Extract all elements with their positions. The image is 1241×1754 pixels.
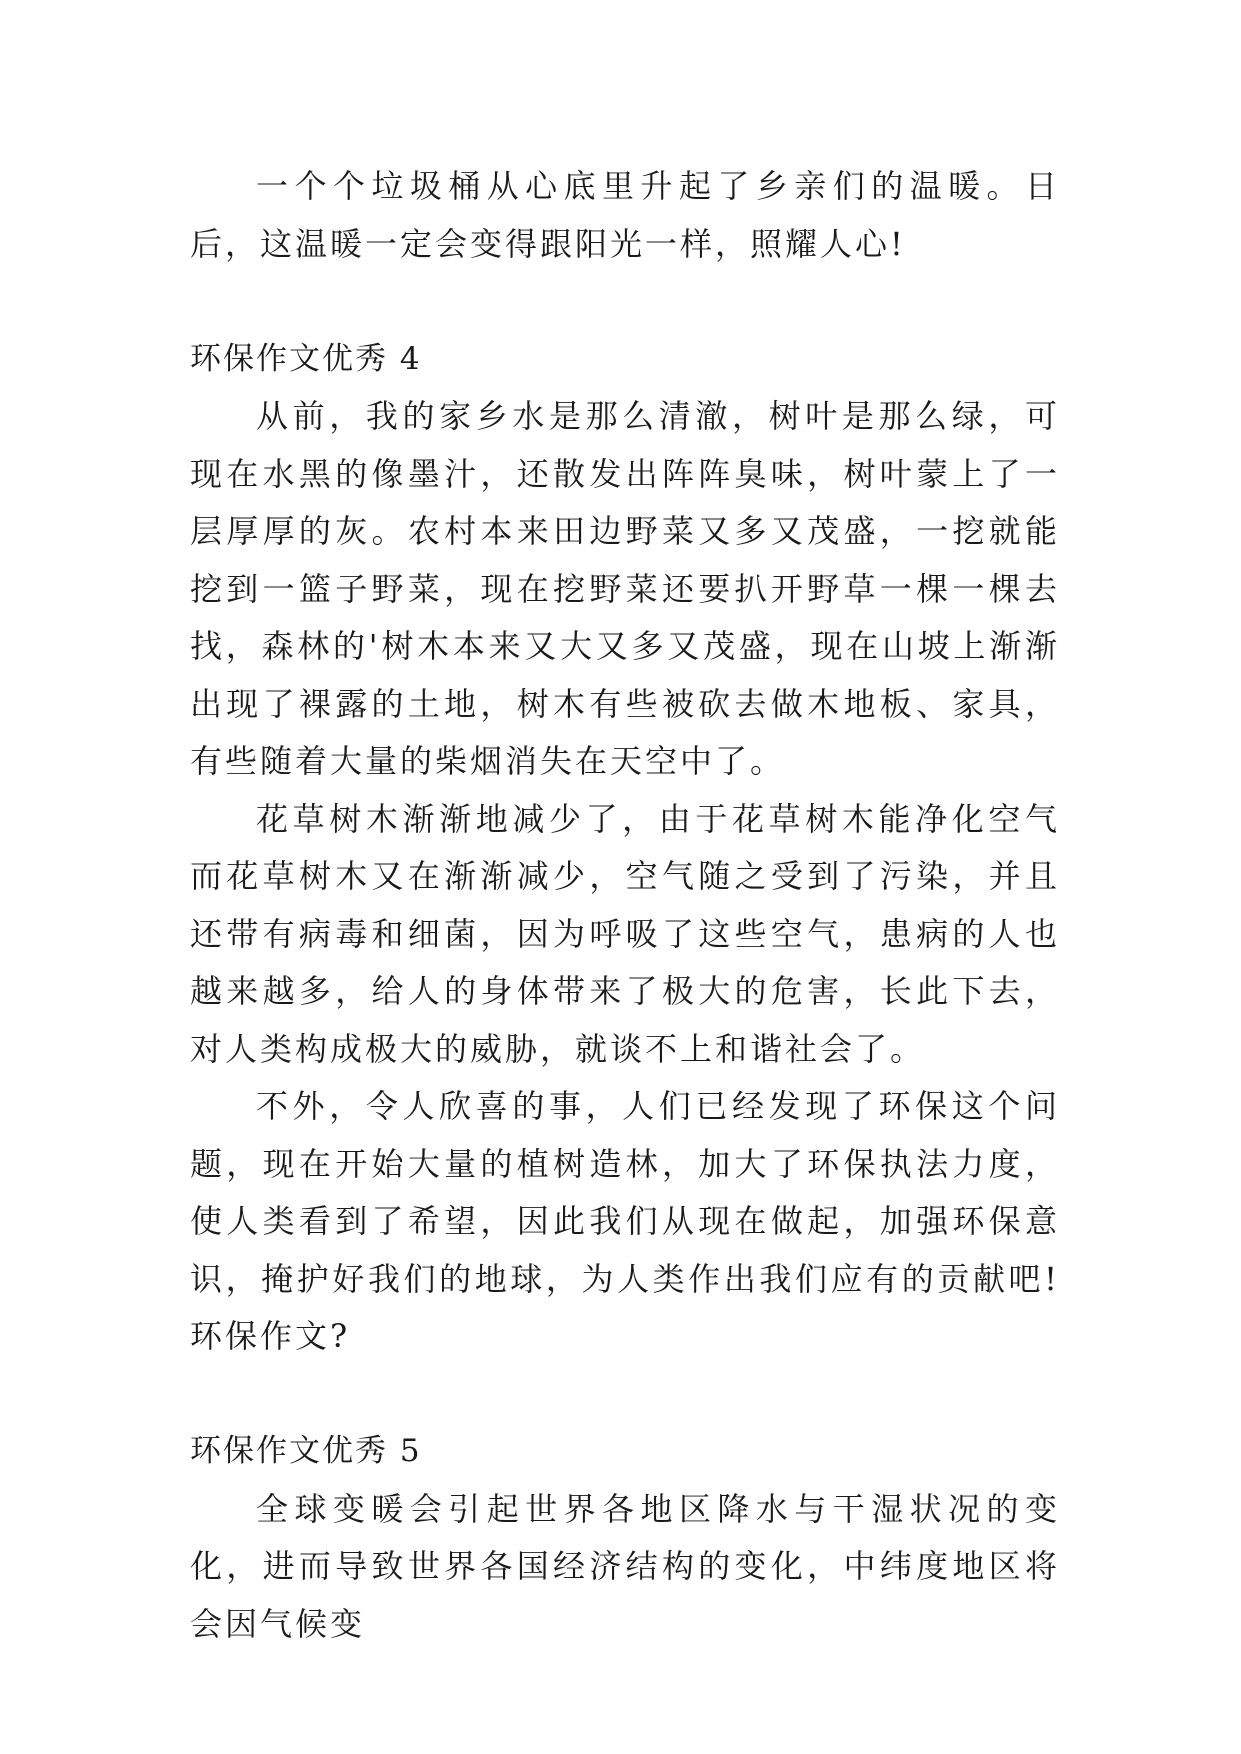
section-title: 环保作文优秀 4 (190, 340, 422, 377)
document-body (190, 158, 1060, 1653)
intro-paragraph: 一个个垃圾桶从心底里升起了乡亲们的温暖。日后，这温暖一定会变得跟阳光一样，照耀人心! (190, 167, 1060, 263)
section-5 (190, 1423, 1060, 1653)
paragraph: 全球变暖会引起世界各地区降水与干湿状况的变化，进而导致世界各国经济结构的变化，中纬度地区将会因气候变 (190, 1489, 1060, 1643)
paragraph: 从前，我的家乡水是那么清澈，树叶是那么绿，可现在水黑的像墨汁，还散发出阵阵臭味，树叶蒙上了一层厚厚的灰。农村本来田边野菜又多又茂盛，一挖就能挖到一篮子野菜，现在挖野菜还要扒开野草一棵一棵去找，森林的'树木本来又大又多又茂盛，现在山坡上渐渐出现了裸露的土地，树木有些被砍去做木地板、家具，有些随着大量的柴烟消失在天空中了。 (190, 397, 1060, 780)
paragraph: 不外，令人欣喜的事，人们已经发现了环保这个问题，现在开始大量的植树造林，加大了环保执法力度，使人类看到了希望，因此我们从现在做起，加强环保意识，掩护好我们的地球，为人类作出我们应有的贡献吧!环保作文? (190, 1087, 1060, 1355)
section-4 (190, 331, 1060, 1366)
section-title: 环保作文优秀 5 (190, 1433, 422, 1469)
paragraph: 花草树木渐渐地减少了，由于花草树木能净化空气而花草树木又在渐渐减少，空气随之受到了污染，并且还带有病毒和细菌，因为呼吸了这些空气，患病的人也越来越多，给人的身体带来了极大的危害，长此下去，对人类构成极大的威胁，就谈不上和谐社会了。 (190, 799, 1060, 1068)
